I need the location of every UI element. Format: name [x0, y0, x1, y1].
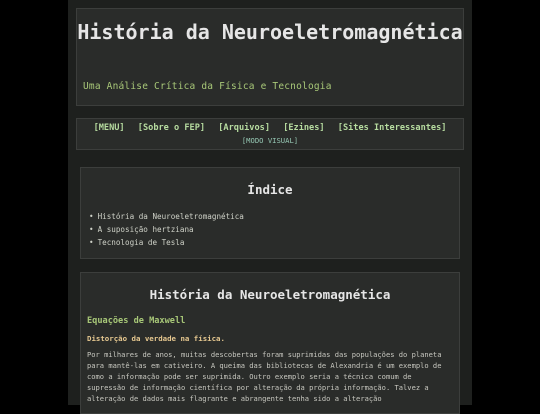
nav-archives-link[interactable]: [Arquivos]: [218, 123, 270, 133]
page-column: [68, 0, 472, 405]
index-item[interactable]: [89, 223, 244, 236]
visual-mode-link[interactable]: [MODO VISUAL]: [241, 136, 299, 145]
nav-ezines-link[interactable]: [Ezines]: [283, 123, 325, 133]
bullet-icon: •: [89, 238, 94, 247]
article-title: História da Neuroeletromagnética: [149, 287, 391, 302]
index-item-label[interactable]: História da Neuroeletromagnética: [97, 212, 244, 221]
nav-sites-link[interactable]: [Sites Interessantes]: [337, 123, 447, 133]
index-item-label[interactable]: A suposição hertziana: [97, 225, 194, 234]
nav-bar: [76, 118, 464, 150]
index-panel: [80, 167, 460, 259]
index-list: [89, 210, 244, 249]
index-title: Índice: [247, 182, 293, 197]
bullet-icon: •: [89, 225, 94, 234]
site-header: [76, 8, 464, 106]
index-item[interactable]: [89, 236, 244, 249]
site-subtitle: Uma Análise Crítica da Física e Tecnologia: [83, 81, 332, 92]
nav-menu-link[interactable]: [MENU]: [93, 123, 125, 133]
nav-about-link[interactable]: [Sobre o FEP]: [137, 123, 206, 133]
article-body: Por milhares de anos, muitas descobertas foram suprimidas das populações do planeta para mantê-las em cativeiro. A queima das bibliotecas de Alexandria é um exemplo de como a informação pode ser suprimida. Outro exemplo seria a técnica comum de supressão de informação científica por alteração da própria informação. Talvez a alteração de dados mais flagrante e abrangente tenha sido a alteração: [87, 350, 442, 403]
lead-text: Distorção da verdade na física.: [87, 334, 225, 343]
index-item-label[interactable]: Tecnologia de Tesla: [97, 238, 185, 247]
article-panel: [80, 272, 460, 414]
index-item[interactable]: [89, 210, 244, 223]
site-title: História da Neuroeletromagnética: [77, 20, 463, 44]
nav-links: [77, 123, 463, 133]
bullet-icon: •: [89, 212, 94, 221]
section-heading: Equações de Maxwell: [87, 316, 186, 326]
